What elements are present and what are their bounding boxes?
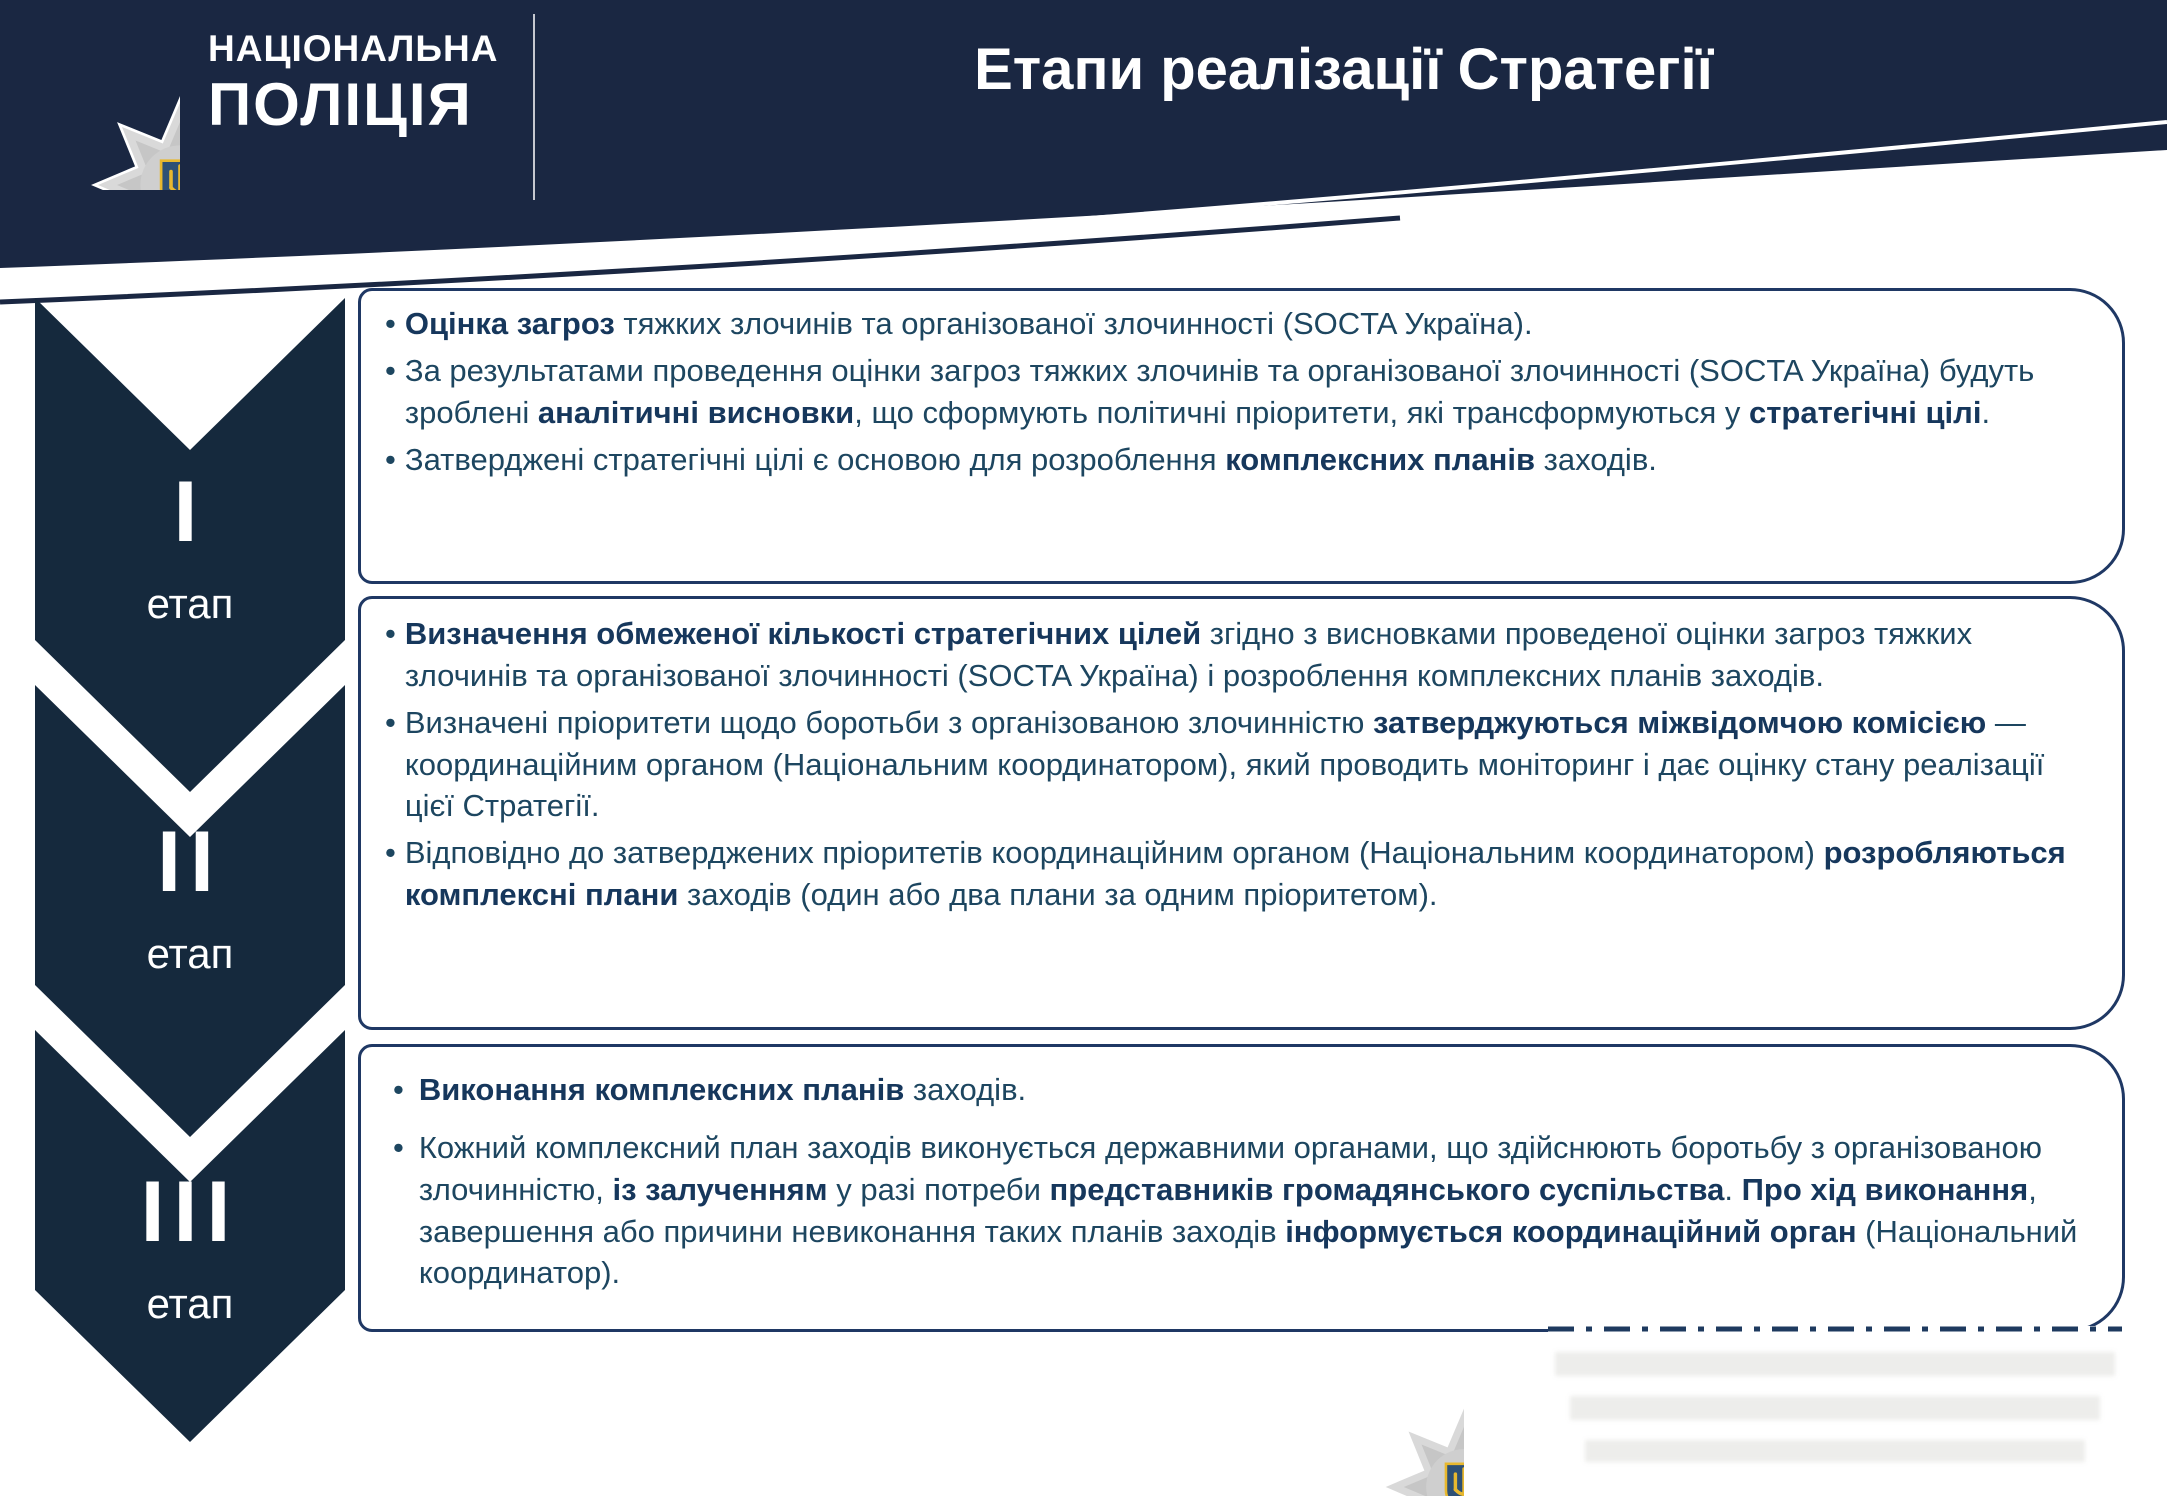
police-badge-logo-icon — [0, 0, 180, 190]
bullet-item — [385, 303, 2092, 345]
stage-1-box — [358, 288, 2125, 584]
bullet-dot: • — [385, 441, 396, 477]
bullet-item — [385, 613, 2092, 697]
bullet-dot: • — [385, 306, 396, 341]
stage-2-label — [35, 812, 345, 980]
redacted-text-ghost — [1555, 1352, 2115, 1376]
bullet-item — [385, 350, 2092, 434]
stage-2-numeral: II — [157, 814, 223, 910]
bullet-item — [385, 832, 2092, 916]
org-name-line2: ПОЛІЦІЯ — [208, 71, 473, 138]
header-divider — [533, 14, 535, 200]
org-name-line1: НАЦІОНАЛЬНА — [208, 28, 499, 69]
bullet-item — [393, 1127, 2092, 1294]
bullet-dot: • — [393, 1072, 404, 1107]
redacted-text-ghost — [1585, 1440, 2085, 1462]
bullet-text: Виконання комплексних планів заходів. — [418, 1072, 1027, 1107]
stage-3-numeral: III — [140, 1164, 240, 1260]
bullet-dot: • — [393, 1129, 404, 1165]
stage-3-word: етап — [146, 1280, 234, 1327]
stage-1-numeral: I — [173, 464, 207, 560]
redacted-text-ghost — [1570, 1396, 2100, 1420]
bullet-dot: • — [385, 704, 396, 740]
bullet-item — [385, 439, 2092, 481]
police-badge-watermark-icon — [1292, 1306, 1464, 1496]
org-name — [208, 28, 499, 138]
bullet-text: Кожний комплексний план заходів виконується державними органами, що здійснюють боротьбу з організованою злочинністю, із залученням у разі потреби представників громадянського суспільства. Про хід виконання, завершення або причини невиконання таких планів заходів інформується координаційний орган (Національний координатор). — [418, 1129, 2078, 1291]
stage-2-word: етап — [146, 930, 234, 977]
bullet-dot: • — [385, 835, 396, 871]
stage-3-label — [35, 1162, 345, 1330]
bullet-item — [393, 1069, 2092, 1111]
bullet-text: Затверджені стратегічні цілі є основою для розроблення комплексних планів заходів. — [404, 441, 1657, 477]
page-title: Етапи реалізації Стратегії — [974, 37, 1713, 102]
bullet-text: Оцінка загроз тяжких злочинів та організованої злочинності (SOCTA Україна). — [404, 306, 1533, 341]
stage-1-label — [35, 462, 345, 630]
bullet-dot: • — [385, 352, 396, 388]
bullet-text: Визначені пріоритети щодо боротьби з організованою злочинністю затверджуються міжвідомчою комісією — координаційним органом (Національним координатором), який проводить моніторинг і дає оцінку стану реалізації цієї Стратегії. — [404, 704, 2045, 824]
bullet-item — [385, 702, 2092, 828]
bullet-dot: • — [385, 616, 396, 651]
bullet-text: За результатами проведення оцінки загроз тяжких злочинів та організованої злочинності (SOCTA Україна) будуть зроблені аналітичні висновки, що сформують політичні пріоритети, які трансформуються у стратегічні цілі. — [404, 352, 2035, 430]
bullet-text: Визначення обмеженої кількості стратегічних цілей згідно з висновками проведеної оцінки загроз тяжких злочинів та організованої злочинності (SOCTA Україна) і розроблення комплексних планів заходів. — [404, 616, 1973, 693]
stage-2-box — [358, 596, 2125, 1030]
bullet-text: Відповідно до затверджених пріоритетів координаційним органом (Національним координатором) розробляються комплексні плани заходів (один або два плани за одним пріоритетом). — [404, 835, 2066, 913]
stage-1-word: етап — [146, 580, 234, 627]
stage-3-box — [358, 1044, 2125, 1332]
dash-dot-border-artifact — [1548, 1324, 2122, 1334]
